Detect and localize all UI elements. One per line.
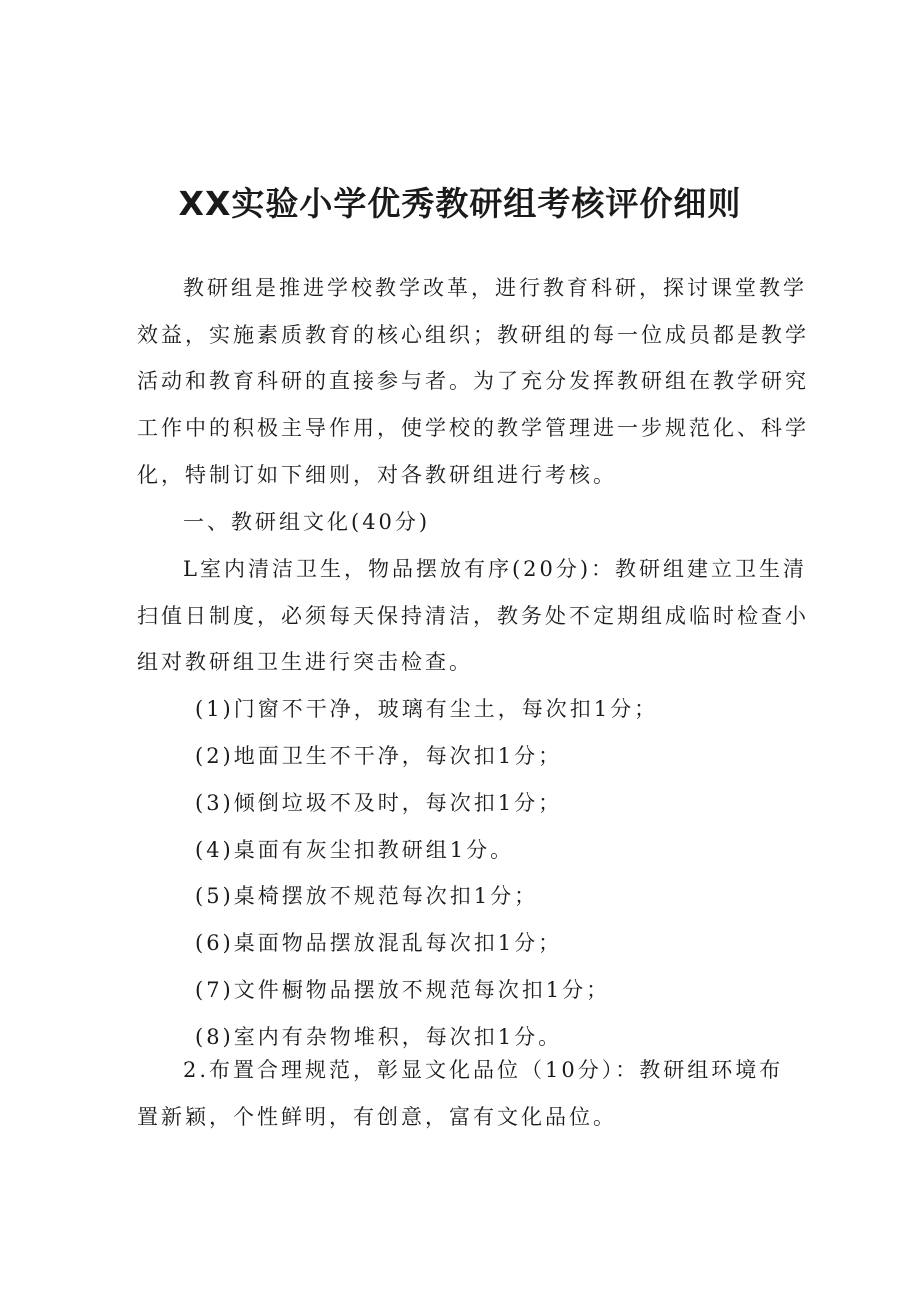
intro-line: 化，特制订如下细则，对各教研组进行考核。	[137, 463, 617, 487]
deduction-item: (6)桌面物品摆放混乱每次扣1分；	[195, 931, 563, 955]
deduction-item: (3)倾倒垃圾不及时，每次扣1分；	[195, 791, 563, 815]
deduction-item: (1)门窗不干净，玻璃有尘土，每次扣1分；	[195, 697, 659, 721]
document-title: XX实验小学优秀教研组考核评价细则	[178, 184, 742, 223]
section-heading: 一、教研组文化(40分)	[183, 510, 431, 534]
clause-line: 2.布置合理规范，彰显文化品位（10分）：教研组环境布	[183, 1058, 784, 1082]
clause-line: L室内清洁卫生，物品摆放有序(20分)：教研组建立卫生清	[183, 557, 808, 581]
clause-line: 扫值日制度，必须每天保持清洁，教务处不定期组成临时检查小	[137, 604, 809, 628]
deduction-item: (5)桌椅摆放不规范每次扣1分；	[195, 884, 539, 908]
deduction-item: (8)室内有杂物堆积，每次扣1分。	[195, 1025, 563, 1049]
clause-line: 组对教研组卫生进行突击检查。	[137, 650, 473, 674]
deduction-item: (2)地面卫生不干净，每次扣1分；	[195, 744, 563, 768]
intro-line: 工作中的积极主导作用，使学校的教学管理进一步规范化、科学	[137, 416, 809, 440]
intro-line: 活动和教育科研的直接参与者。为了充分发挥教研组在教学研究	[137, 369, 809, 393]
deduction-item: (4)桌面有灰尘扣教研组1分。	[195, 838, 515, 862]
deduction-item: (7)文件橱物品摆放不规范每次扣1分；	[195, 978, 611, 1002]
intro-line: 教研组是推进学校教学改革，进行教育科研，探讨课堂教学	[183, 276, 807, 300]
clause-line: 置新颖，个性鲜明，有创意，富有文化品位。	[137, 1105, 617, 1129]
intro-line: 效益，实施素质教育的核心组织；教研组的每一位成员都是教学	[137, 323, 809, 347]
